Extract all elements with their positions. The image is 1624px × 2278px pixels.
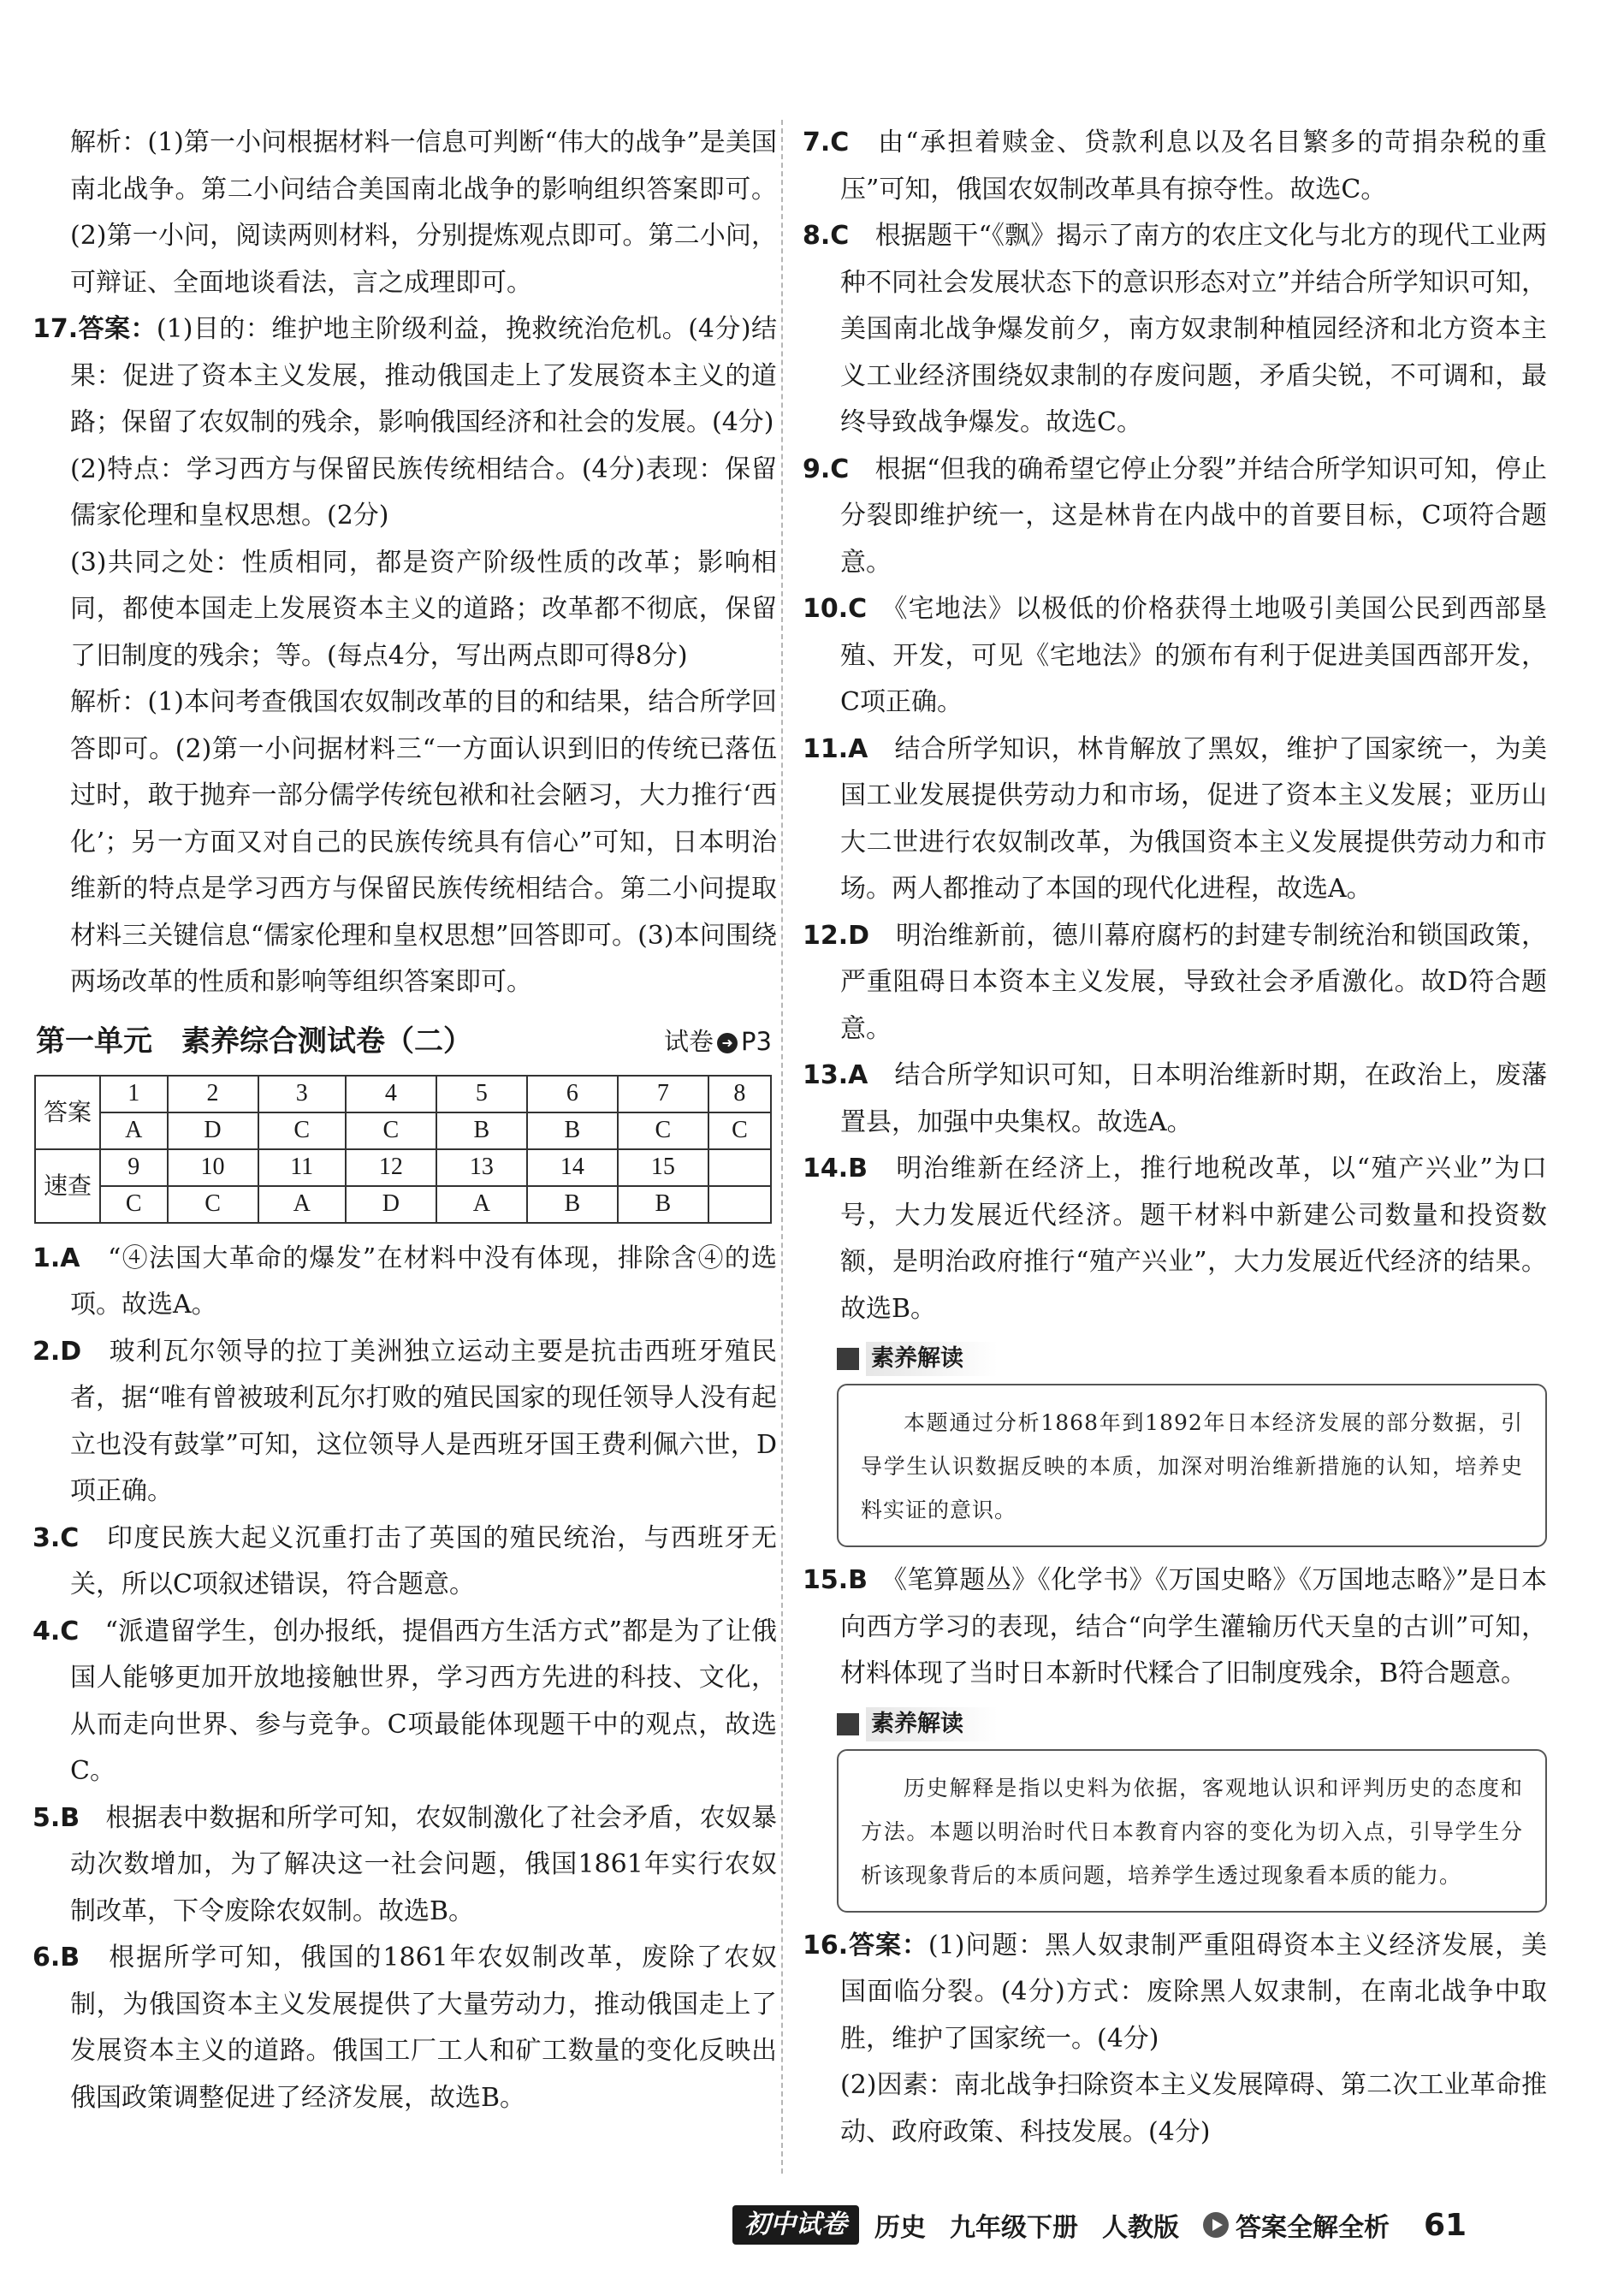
page-footer bbox=[732, 2201, 1571, 2249]
answer-part-2: (2)因素：南北战争扫除资本主义发展障碍、第二次工业革命推动、政府政策、科技发展。(4分) bbox=[840, 2070, 1547, 2147]
table-cell: C bbox=[168, 1186, 258, 1223]
item-number: 6.B bbox=[33, 1943, 80, 1972]
footer-subject: 历史 bbox=[874, 2213, 926, 2243]
list-item bbox=[803, 727, 1547, 913]
item-text: 根据表中数据和所学可知，农奴制激化了社会矛盾，农奴暴动次数增加，为了解决这一社会问题，俄国1861年实行农奴制改革，下令废除农奴制。故选B。 bbox=[70, 1802, 778, 1926]
item-text: 《宅地法》以极低的价格获得土地吸引美国公民到西部垦殖、开发，可见《宅地法》的颁布有利于促进美国西部开发，C项正确。 bbox=[840, 594, 1548, 717]
arrow-right-icon: ➜ bbox=[717, 1033, 738, 1053]
item-number: 4.C bbox=[33, 1616, 80, 1646]
table-cell: 8 bbox=[708, 1076, 771, 1112]
list-item bbox=[803, 447, 1547, 587]
item-number: 9.C bbox=[803, 454, 850, 484]
answer-q17 bbox=[33, 306, 777, 447]
footer-edition: 人教版 bbox=[1102, 2213, 1179, 2243]
item-text: 印度民族大起义沉重打击了英国的殖民统治，与西班牙无关，所以C项叙述错误，符合题意。 bbox=[70, 1522, 778, 1599]
item-number: 10.C bbox=[803, 594, 868, 624]
table-cell: 1 bbox=[100, 1076, 168, 1112]
list-item bbox=[33, 1236, 777, 1329]
section-ref-page: P3 bbox=[741, 1026, 772, 1056]
footer-grade: 九年级下册 bbox=[950, 2213, 1078, 2243]
item-number: 3.C bbox=[33, 1522, 80, 1553]
list-item bbox=[803, 586, 1547, 727]
tag-square-icon bbox=[837, 1713, 859, 1735]
item-text: “④法国大革命的爆发”在材料中没有体现，排除含④的选项。故选A。 bbox=[70, 1243, 777, 1320]
item-number: 12.D bbox=[803, 920, 870, 951]
table-cell: 7 bbox=[618, 1076, 708, 1112]
answer-part-1: (1)问题：黑人奴隶制严重阻碍资本主义经济发展，美国面临分裂。(4分)方式：废除黑人奴隶制，在南北战争中取胜，维护了国家统一。(4分) bbox=[840, 1930, 1547, 2054]
list-item bbox=[803, 120, 1547, 213]
section-header bbox=[33, 1018, 777, 1070]
list-item bbox=[803, 1053, 1547, 1146]
list-item bbox=[33, 1329, 777, 1516]
table-cell: C bbox=[618, 1112, 708, 1149]
table-cell: B bbox=[436, 1112, 527, 1149]
item-text: 根据题干“《飘》揭示了南方的农庄文化与北方的现代工业两种不同社会发展状态下的意识形态对立”并结合所学知识可知，美国南北战争爆发前夕，南方奴隶制种植园经济和北方资本主义工业经济围绕奴隶制的存废问题，矛盾尖锐，不可调和，最终导致战争爆发。故选C。 bbox=[840, 221, 1548, 437]
table-cell: B bbox=[527, 1186, 618, 1223]
brand-badge: 初中试卷 bbox=[732, 2205, 859, 2245]
table-cell: 10 bbox=[168, 1149, 258, 1186]
table-cell: D bbox=[346, 1186, 436, 1223]
item-number: 2.D bbox=[33, 1336, 82, 1367]
table-cell: B bbox=[618, 1186, 708, 1223]
item-text: 《笔算题丛》《化学书》《万国史略》《万国地志略》”是日本向西方学习的表现，结合“向学生灌输历代天皇的古训”可知，材料体现了当时日本新时代糅合了旧制度残余，B符合题意。 bbox=[840, 1565, 1548, 1688]
table-cell: 15 bbox=[618, 1149, 708, 1186]
answer-label: 答案： bbox=[78, 314, 157, 344]
table-cell: 4 bbox=[346, 1076, 436, 1112]
tag-square-icon bbox=[837, 1348, 859, 1370]
literacy-tag bbox=[837, 1341, 1547, 1377]
literacy-tag bbox=[837, 1706, 1547, 1742]
table-cell: 14 bbox=[527, 1149, 618, 1186]
item-text: 结合所学知识，林肯解放了黑奴，维护了国家统一，为美国工业发展提供劳动力和市场，促进了资本主义发展；亚历山大二世进行农奴制改革，为俄国资本主义发展提供劳动力和市场。两人都推动了本国的现代化进程，故选A。 bbox=[840, 733, 1548, 904]
right-column bbox=[803, 120, 1547, 2156]
item-text: “派遣留学生，创办报纸，提倡西方生活方式”都是为了让俄国人能够更加开放地接触世界，学习西方先进的科技、文化，从而走向世界、参与竞争。C项最能体现题干中的观点，故选C。 bbox=[70, 1616, 777, 1786]
left-column bbox=[33, 120, 777, 2121]
tag-label: 素养解读 bbox=[866, 1707, 998, 1741]
list-item bbox=[803, 213, 1547, 447]
list-item bbox=[803, 913, 1547, 1053]
section-title: 第一单元 素养综合测试卷（二） bbox=[36, 1023, 472, 1059]
tag-label: 素养解读 bbox=[866, 1342, 998, 1376]
table-cell: A bbox=[436, 1186, 527, 1223]
analysis-q16: 解析：(1)第一小问根据材料一信息可判断“伟大的战争”是美国南北战争。第二小问结合美国南北战争的影响组织答案即可。(2)第一小问，阅读两则材料，分别提炼观点即可。第二小问，可辩证、全面地谈看法，言之成理即可。 bbox=[70, 128, 777, 298]
literacy-box: 历史解释是指以史料为依据，客观地认识和评判历史的态度和方法。本题以明治时代日本教育内容的变化为切入点，引导学生分析该现象背后的本质问题，培养学生透过现象看本质的能力。 bbox=[837, 1749, 1547, 1913]
item-text: 明治维新前，德川幕府腐朽的封建专制统治和锁国政策，严重阻碍日本资本主义发展，导致社会矛盾激化。故D符合题意。 bbox=[840, 920, 1548, 1044]
table-cell: 9 bbox=[100, 1149, 168, 1186]
item-number: 15.B bbox=[803, 1565, 868, 1595]
list-item bbox=[803, 1146, 1547, 1332]
answer-part-2: (2)特点：学习西方与保留民族传统相结合。(4分)表现：保留儒家伦理和皇权思想。(2分) bbox=[70, 454, 777, 531]
item-number: 8.C bbox=[803, 221, 850, 251]
section-reference bbox=[664, 1022, 772, 1061]
section-ref-label: 试卷 bbox=[664, 1026, 714, 1056]
item-number: 7.C bbox=[803, 128, 850, 157]
play-icon bbox=[1203, 2212, 1229, 2238]
list-item bbox=[33, 1935, 777, 2121]
table-cell: 11 bbox=[258, 1149, 346, 1186]
table-cell: C bbox=[258, 1112, 346, 1149]
item-number: 1.A bbox=[33, 1243, 80, 1273]
item-text: 根据所学可知，俄国的1861年农奴制改革，废除了农奴制，为俄国资本主义发展提供了大量劳动力，推动俄国走上了发展资本主义的道路。俄国工厂工人和矿工数量的变化反映出俄国政策调整促进了经济发展，故选B。 bbox=[70, 1943, 777, 2113]
column-divider bbox=[781, 120, 783, 2174]
table-cell bbox=[708, 1149, 771, 1186]
answer-q16 bbox=[803, 1923, 1547, 2063]
list-item bbox=[33, 1609, 777, 1795]
table-cell: B bbox=[527, 1112, 618, 1149]
table-cell: A bbox=[258, 1186, 346, 1223]
list-item bbox=[33, 1795, 777, 1936]
table-cell: A bbox=[100, 1112, 168, 1149]
table-cell: D bbox=[168, 1112, 258, 1149]
table-cell: C bbox=[346, 1112, 436, 1149]
page-number: 61 bbox=[1424, 2207, 1467, 2243]
item-text: 结合所学知识可知，日本明治维新时期，在政治上，废藩置县，加强中央集权。故选A。 bbox=[840, 1060, 1548, 1137]
table-row-label: 答案 bbox=[35, 1076, 100, 1149]
table-cell: 5 bbox=[436, 1076, 527, 1112]
question-number: 16. bbox=[803, 1930, 849, 1961]
table-cell bbox=[708, 1186, 771, 1223]
item-number: 14.B bbox=[803, 1154, 868, 1183]
list-item bbox=[33, 1516, 777, 1609]
item-number: 13.A bbox=[803, 1060, 868, 1090]
analysis-q17: 解析：(1)本问考查俄国农奴制改革的目的和结果，结合所学回答即可。(2)第一小问据材料三“一方面认识到旧的传统已落伍过时，敢于抛弃一部分儒学传统包袱和社会陋习，大力推行‘西化’；另一方面又对自己的民族传统具有信心”可知，日本明治维新的特点是学习西方与保留民族传统相结合。第二小问提取材料三关键信息“儒家伦理和皇权思想”回答即可。(3)本问围绕两场改革的性质和影响等组织答案即可。 bbox=[70, 687, 777, 997]
table-cell: 3 bbox=[258, 1076, 346, 1112]
table-cell: 12 bbox=[346, 1149, 436, 1186]
question-number: 17. bbox=[33, 314, 79, 344]
answer-table bbox=[34, 1075, 772, 1224]
table-cell: C bbox=[708, 1112, 771, 1149]
table-row-label: 速查 bbox=[35, 1149, 100, 1223]
literacy-box: 本题通过分析1868年到1892年日本经济发展的部分数据，引导学生认识数据反映的本质，加深对明治维新措施的认知，培养史料实证的意识。 bbox=[837, 1384, 1547, 1547]
table-cell: C bbox=[100, 1186, 168, 1223]
answer-part-3: (3)共同之处：性质相同，都是资产阶级性质的改革；影响相同，都使本国走上发展资本主义的道路；改革都不彻底，保留了旧制度的残余；等。(每点4分，写出两点即可得8分) bbox=[70, 547, 777, 671]
table-cell: 2 bbox=[168, 1076, 258, 1112]
item-text: 根据“但我的确希望它停止分裂”并结合所学知识可知，停止分裂即维护统一，这是林肯在内战中的首要目标，C项符合题意。 bbox=[840, 454, 1547, 578]
item-number: 11.A bbox=[803, 733, 868, 764]
answer-part-1: (1)目的：维护地主阶级利益，挽救统治危机。(4分)结果：促进了资本主义发展，推动俄国走上了发展资本主义的道路；保留了农奴制的残余，影响俄国经济和社会的发展。(4分) bbox=[70, 314, 778, 437]
table-cell: 13 bbox=[436, 1149, 527, 1186]
list-item bbox=[803, 1557, 1547, 1698]
item-text: 明治维新在经济上，推行地税改革，以“殖产兴业”为口号，大力发展近代经济。题干材料中新建公司数量和投资数额，是明治政府推行“殖产兴业”，大力发展近代经济的结果。故选B。 bbox=[840, 1154, 1547, 1324]
table-cell: 6 bbox=[527, 1076, 618, 1112]
item-text: 由“承担着赎金、贷款利息以及名目繁多的苛捐杂税的重压”可知，俄国农奴制改革具有掠夺性。故选C。 bbox=[840, 128, 1547, 205]
footer-suffix: 答案全解全析 bbox=[1236, 2213, 1390, 2243]
item-text: 玻利瓦尔领导的拉丁美洲独立运动主要是抗击西班牙殖民者，据“唯有曾被玻利瓦尔打败的殖民国家的现任领导人没有起立也没有鼓掌”可知，这位领导人是西班牙国王费利佩六世，D项正确。 bbox=[70, 1336, 778, 1506]
item-number: 5.B bbox=[33, 1802, 80, 1833]
answer-label: 答案： bbox=[848, 1930, 928, 1961]
